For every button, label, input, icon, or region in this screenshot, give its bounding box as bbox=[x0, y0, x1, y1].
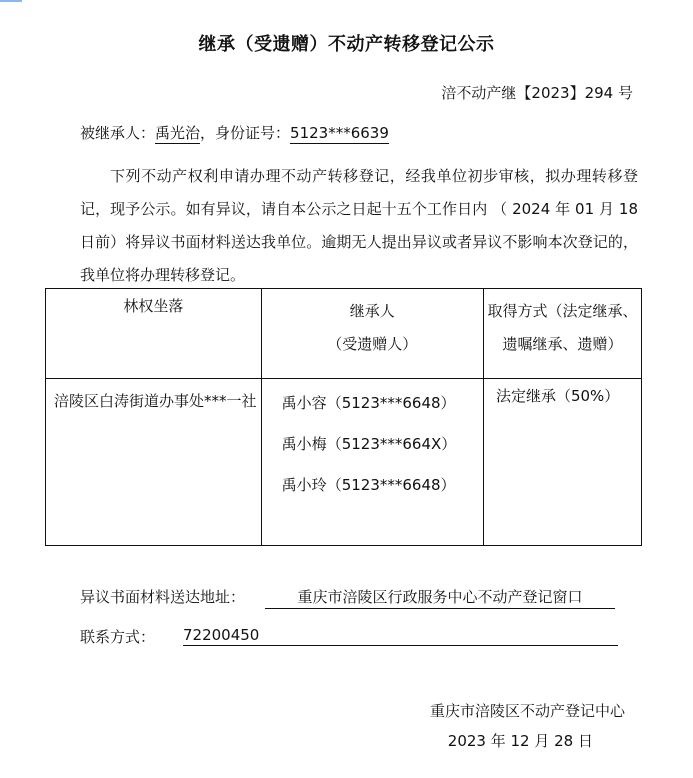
issuing-authority: 重庆市涪陵区不动产登记中心 bbox=[429, 702, 625, 720]
decedent-id-number: 5123***6639 bbox=[290, 124, 389, 142]
header-heir-line2: （受遗赠人） bbox=[327, 335, 418, 353]
objection-address-label: 异议书面材料送达地址： bbox=[80, 588, 246, 606]
decedent-id-label: ，身份证号： bbox=[200, 124, 291, 142]
contact-value: 72200450 bbox=[183, 626, 618, 646]
header-heir bbox=[261, 289, 483, 379]
heir-entry bbox=[282, 465, 483, 506]
decedent-line bbox=[80, 122, 389, 143]
table-row bbox=[46, 379, 642, 546]
heir-entry bbox=[282, 424, 483, 465]
heir-name: 禹小容 bbox=[281, 394, 327, 412]
header-heir-line1: 继承人 bbox=[349, 302, 395, 320]
contact-label: 联系方式： bbox=[80, 628, 156, 646]
decedent-label: 被继承人： bbox=[80, 124, 156, 142]
issue-date: 2023 年 12 月 28 日 bbox=[447, 732, 593, 750]
notice-title: 继承（受遗赠）不动产转移登记公示 bbox=[198, 34, 495, 55]
heir-entry bbox=[282, 383, 483, 424]
decedent-name: 禹光治 bbox=[155, 124, 201, 142]
heir-name: 禹小玲 bbox=[281, 476, 327, 494]
header-acquisition-method: 取得方式（法定继承、遗嘱继承、遗赠） bbox=[483, 289, 641, 379]
heir-id: （5123***664X） bbox=[326, 435, 457, 453]
header-location: 林权坐落 bbox=[46, 289, 262, 379]
page-corner-mark bbox=[0, 0, 22, 2]
cell-heirs bbox=[261, 379, 483, 546]
document-number: 涪不动产继【2023】294 号 bbox=[441, 84, 633, 102]
cell-acquisition-method: 法定继承（50%） bbox=[483, 379, 641, 546]
cell-location: 涪陵区白涛街道办事处***一社 bbox=[46, 379, 262, 546]
objection-address-value: 重庆市涪陵区行政服务中心不动产登记窗口 bbox=[265, 586, 615, 609]
transfer-table bbox=[45, 288, 642, 546]
heir-name: 禹小梅 bbox=[281, 435, 327, 453]
notice-body-text: 下列不动产权利申请办理不动产转移登记，经我单位初步审核，拟办理转移登记，现予公示。如有异议，请自本公示之日起十五个工作日内 （ 2024 年 01 月 18 日前）将异议书面材料送达我单位。逾期无人提出异议或者异议不影响本次登记的，我单位将办理转移登记。 bbox=[80, 167, 638, 284]
heir-id: （5123***6648） bbox=[326, 394, 456, 412]
heir-id: （5123***6648） bbox=[326, 476, 456, 494]
table-header-row bbox=[46, 289, 642, 379]
